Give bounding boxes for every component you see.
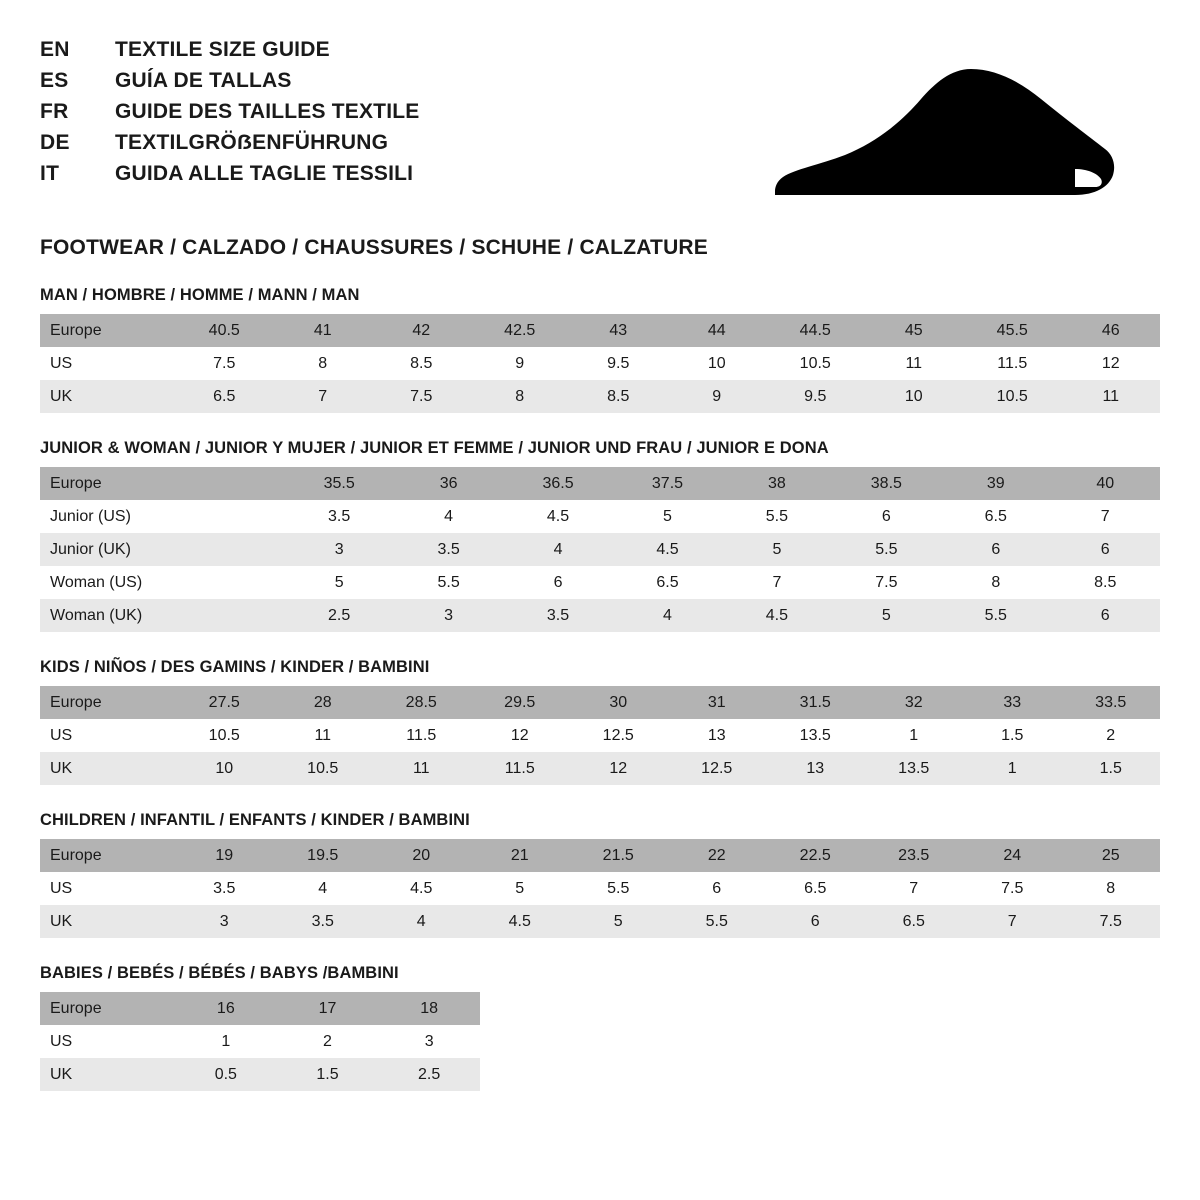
cell: 5.5 [941, 599, 1050, 632]
row-label: US [40, 719, 175, 752]
cell: 4 [503, 533, 612, 566]
cell: 42.5 [471, 314, 570, 347]
cell: 10.5 [175, 719, 274, 752]
cell: 6.5 [865, 905, 964, 938]
cell: 5 [471, 872, 570, 905]
cell: 6 [668, 872, 767, 905]
language-code: DE [40, 131, 70, 154]
table-row [40, 533, 1160, 566]
cell: 5 [613, 500, 722, 533]
cell: 46 [1062, 314, 1161, 347]
table-row [40, 992, 480, 1025]
cell: 44 [668, 314, 767, 347]
cell: 18 [378, 992, 480, 1025]
cell: 7 [722, 566, 831, 599]
cell: 13 [766, 752, 865, 785]
table-row [40, 380, 1160, 413]
language-code: FR [40, 100, 69, 123]
cell: 45.5 [963, 314, 1062, 347]
cell: 1 [963, 752, 1062, 785]
language-row-en [40, 38, 419, 62]
table-row [40, 599, 1160, 632]
cell: 2.5 [378, 1058, 480, 1091]
cell: 4 [372, 905, 471, 938]
table [40, 467, 1160, 632]
cell: 25 [1062, 839, 1161, 872]
language-code: IT [40, 162, 60, 185]
cell: 10.5 [766, 347, 865, 380]
cell: 5 [722, 533, 831, 566]
language-code: ES [40, 69, 69, 92]
cell: 41 [274, 314, 373, 347]
cell: 33.5 [1062, 686, 1161, 719]
cell: 1 [175, 1025, 277, 1058]
language-title-list [40, 38, 419, 193]
table-row [40, 719, 1160, 752]
row-label: UK [40, 905, 175, 938]
row-label: Junior (UK) [40, 533, 175, 566]
language-title: TEXTILE SIZE GUIDE [115, 38, 330, 61]
size-table-children [40, 811, 1160, 938]
cell: 40 [1051, 467, 1161, 500]
language-row-fr [40, 100, 419, 124]
cell: 3.5 [175, 872, 274, 905]
table-row [40, 839, 1160, 872]
cell: 12 [1062, 347, 1161, 380]
cell: 10 [668, 347, 767, 380]
cell: 4 [394, 500, 503, 533]
table [40, 839, 1160, 938]
row-label: Europe [40, 992, 175, 1025]
cell: 1.5 [963, 719, 1062, 752]
cell: 7 [1051, 500, 1161, 533]
cell [175, 599, 284, 632]
cell: 3 [284, 533, 393, 566]
cell: 6 [766, 905, 865, 938]
size-table-babies [40, 964, 1160, 1091]
cell: 23.5 [865, 839, 964, 872]
cell: 27.5 [175, 686, 274, 719]
cell: 8.5 [569, 380, 668, 413]
cell: 42 [372, 314, 471, 347]
size-table-man [40, 286, 1160, 413]
cell: 44.5 [766, 314, 865, 347]
cell: 12.5 [569, 719, 668, 752]
table-title: CHILDREN / INFANTIL / ENFANTS / KINDER / BAMBINI [40, 811, 470, 829]
row-label: Woman (US) [40, 566, 175, 599]
cell: 6.5 [613, 566, 722, 599]
cell: 28.5 [372, 686, 471, 719]
cell: 8 [1062, 872, 1161, 905]
cell: 9.5 [569, 347, 668, 380]
cell: 36 [394, 467, 503, 500]
cell: 8.5 [372, 347, 471, 380]
cell: 17 [277, 992, 379, 1025]
cell: 31.5 [766, 686, 865, 719]
cell [175, 533, 284, 566]
cell: 12 [569, 752, 668, 785]
cell: 4.5 [722, 599, 831, 632]
cell: 2 [1062, 719, 1161, 752]
table-row [40, 314, 1160, 347]
table-row [40, 566, 1160, 599]
cell: 6.5 [175, 380, 274, 413]
cell: 6 [1051, 599, 1161, 632]
cell: 7.5 [372, 380, 471, 413]
row-label: UK [40, 1058, 175, 1091]
language-title: GUIDE DES TAILLES TEXTILE [115, 100, 420, 123]
cell: 3.5 [274, 905, 373, 938]
cell: 37.5 [613, 467, 722, 500]
cell: 8 [274, 347, 373, 380]
cell: 16 [175, 992, 277, 1025]
cell: 9 [668, 380, 767, 413]
cell: 39 [941, 467, 1050, 500]
cell: 35.5 [284, 467, 393, 500]
cell: 22 [668, 839, 767, 872]
cell: 3 [378, 1025, 480, 1058]
cell: 10 [175, 752, 274, 785]
cell: 6 [941, 533, 1050, 566]
row-label: Woman (UK) [40, 599, 175, 632]
cell: 19 [175, 839, 274, 872]
cell: 8 [941, 566, 1050, 599]
page-header [40, 30, 1160, 200]
cell: 7.5 [1062, 905, 1161, 938]
cell: 11 [372, 752, 471, 785]
row-label: US [40, 1025, 175, 1058]
size-table-kids [40, 658, 1160, 785]
cell: 6.5 [941, 500, 1050, 533]
language-row-it [40, 162, 419, 186]
cell: 8 [471, 380, 570, 413]
cell: 7 [274, 380, 373, 413]
cell: 11.5 [372, 719, 471, 752]
cell: 3 [175, 905, 274, 938]
row-label: Europe [40, 839, 175, 872]
cell: 3.5 [284, 500, 393, 533]
cell: 5 [569, 905, 668, 938]
cell: 4.5 [503, 500, 612, 533]
cell: 31 [668, 686, 767, 719]
cell: 6 [832, 500, 941, 533]
table-row [40, 1058, 480, 1091]
cell: 5.5 [668, 905, 767, 938]
dress-shoe-icon [775, 65, 1115, 200]
language-code: EN [40, 38, 70, 61]
cell: 3.5 [503, 599, 612, 632]
cell: 11 [865, 347, 964, 380]
cell: 32 [865, 686, 964, 719]
cell: 7.5 [175, 347, 274, 380]
cell: 7.5 [963, 872, 1062, 905]
cell: 3 [394, 599, 503, 632]
cell [175, 467, 284, 500]
cell: 45 [865, 314, 964, 347]
row-label: Europe [40, 686, 175, 719]
table-row [40, 686, 1160, 719]
cell: 7.5 [832, 566, 941, 599]
cell: 3.5 [394, 533, 503, 566]
cell: 11.5 [471, 752, 570, 785]
cell: 24 [963, 839, 1062, 872]
cell: 13.5 [865, 752, 964, 785]
language-title: GUÍA DE TALLAS [115, 69, 292, 92]
cell [175, 566, 284, 599]
cell: 12 [471, 719, 570, 752]
cell: 21.5 [569, 839, 668, 872]
language-row-es [40, 69, 419, 93]
cell: 5.5 [569, 872, 668, 905]
table [40, 686, 1160, 785]
language-title: GUIDA ALLE TAGLIE TESSILI [115, 162, 414, 185]
table-row [40, 872, 1160, 905]
table-row [40, 467, 1160, 500]
row-label: UK [40, 380, 175, 413]
cell: 2 [277, 1025, 379, 1058]
table-title: BABIES / BEBÉS / BÉBÉS / BABYS /BAMBINI [40, 964, 399, 982]
cell: 5 [832, 599, 941, 632]
table-row [40, 347, 1160, 380]
cell: 9.5 [766, 380, 865, 413]
table-row [40, 500, 1160, 533]
row-label: UK [40, 752, 175, 785]
row-label: US [40, 872, 175, 905]
cell: 4.5 [613, 533, 722, 566]
cell: 4 [613, 599, 722, 632]
cell: 40.5 [175, 314, 274, 347]
size-table-junior-woman [40, 439, 1160, 632]
cell: 6 [503, 566, 612, 599]
cell: 8.5 [1051, 566, 1161, 599]
cell: 12.5 [668, 752, 767, 785]
cell [175, 500, 284, 533]
cell: 4.5 [372, 872, 471, 905]
cell: 5.5 [832, 533, 941, 566]
language-row-de [40, 131, 419, 155]
table [40, 992, 480, 1091]
cell: 0.5 [175, 1058, 277, 1091]
cell: 19.5 [274, 839, 373, 872]
cell: 11 [274, 719, 373, 752]
cell: 10.5 [963, 380, 1062, 413]
row-label: US [40, 347, 175, 380]
language-title: TEXTILGRÖẞENFÜHRUNG [115, 131, 389, 154]
table [40, 314, 1160, 413]
cell: 6 [1051, 533, 1161, 566]
cell: 11.5 [963, 347, 1062, 380]
table-row [40, 752, 1160, 785]
cell: 28 [274, 686, 373, 719]
cell: 1.5 [277, 1058, 379, 1091]
cell: 11 [1062, 380, 1161, 413]
cell: 30 [569, 686, 668, 719]
table-title: JUNIOR & WOMAN / JUNIOR Y MUJER / JUNIOR ET FEMME / JUNIOR UND FRAU / JUNIOR E DONA [40, 439, 829, 457]
row-label: Europe [40, 467, 175, 500]
cell: 6.5 [766, 872, 865, 905]
category-title: FOOTWEAR / CALZADO / CHAUSSURES / SCHUHE / CALZATURE [40, 236, 709, 259]
cell: 5 [284, 566, 393, 599]
row-label: Europe [40, 314, 175, 347]
cell: 9 [471, 347, 570, 380]
table-title: KIDS / NIÑOS / DES GAMINS / KINDER / BAMBINI [40, 658, 430, 676]
cell: 38 [722, 467, 831, 500]
cell: 1 [865, 719, 964, 752]
cell: 4 [274, 872, 373, 905]
cell: 29.5 [471, 686, 570, 719]
table-row [40, 905, 1160, 938]
cell: 21 [471, 839, 570, 872]
cell: 4.5 [471, 905, 570, 938]
cell: 20 [372, 839, 471, 872]
cell: 2.5 [284, 599, 393, 632]
cell: 5.5 [394, 566, 503, 599]
cell: 43 [569, 314, 668, 347]
cell: 22.5 [766, 839, 865, 872]
cell: 10.5 [274, 752, 373, 785]
cell: 7 [963, 905, 1062, 938]
row-label: Junior (US) [40, 500, 175, 533]
table-row [40, 1025, 480, 1058]
cell: 5.5 [722, 500, 831, 533]
cell: 33 [963, 686, 1062, 719]
table-title: MAN / HOMBRE / HOMME / MANN / MAN [40, 286, 360, 304]
cell: 7 [865, 872, 964, 905]
cell: 1.5 [1062, 752, 1161, 785]
cell: 13 [668, 719, 767, 752]
cell: 36.5 [503, 467, 612, 500]
cell: 13.5 [766, 719, 865, 752]
cell: 38.5 [832, 467, 941, 500]
cell: 10 [865, 380, 964, 413]
